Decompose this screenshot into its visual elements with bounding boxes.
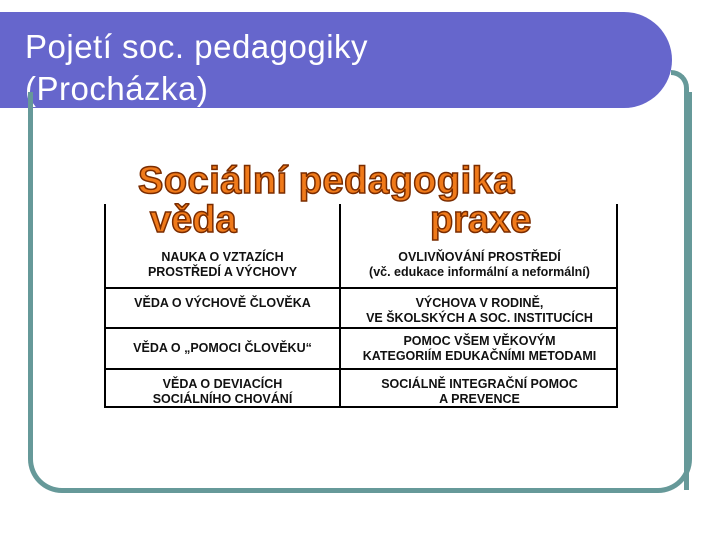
table-cell-left: NAUKA O VZTAZÍCH PROSTŘEDÍ A VÝCHOVY (147, 250, 298, 279)
table-row-divider (104, 368, 618, 370)
slide-title-line1: Pojetí soc. pedagogiky (25, 28, 369, 65)
table-cell-left: VĚDA O DEVIACÍCH SOCIÁLNÍHO CHOVÁNÍ (152, 377, 293, 406)
table-cell-right: SOCIÁLNĚ INTEGRAČNÍ POMOC A PREVENCE (381, 377, 578, 406)
slide-title-line2: (Procházka) (25, 70, 209, 107)
table-cell-right: VÝCHOVA V RODINĚ, VE ŠKOLSKÝCH A SOC. INSTITUCÍCH (366, 296, 593, 325)
column-heading-right: praxe (430, 199, 532, 241)
table-cell-right: POMOC VŠEM VĚKOVÝM KATEGORIÍM EDUKAČNÍMI METODAMI (362, 334, 597, 363)
table-cell-right: OVLIVŇOVÁNÍ PROSTŘEDÍ (vč. edukace informální a neformální) (369, 250, 590, 279)
figure-heading: Sociální pedagogika (138, 160, 515, 202)
column-heading-left: věda (150, 199, 237, 241)
content-frame-right-edge (671, 70, 689, 490)
table-row-divider (104, 287, 618, 289)
table-row-divider (104, 327, 618, 329)
table-cell-left: VĚDA O VÝCHOVĚ ČLOVĚKA (134, 296, 311, 310)
table-cell-left: VĚDA O „POMOCI ČLOVĚKU“ (133, 341, 312, 355)
